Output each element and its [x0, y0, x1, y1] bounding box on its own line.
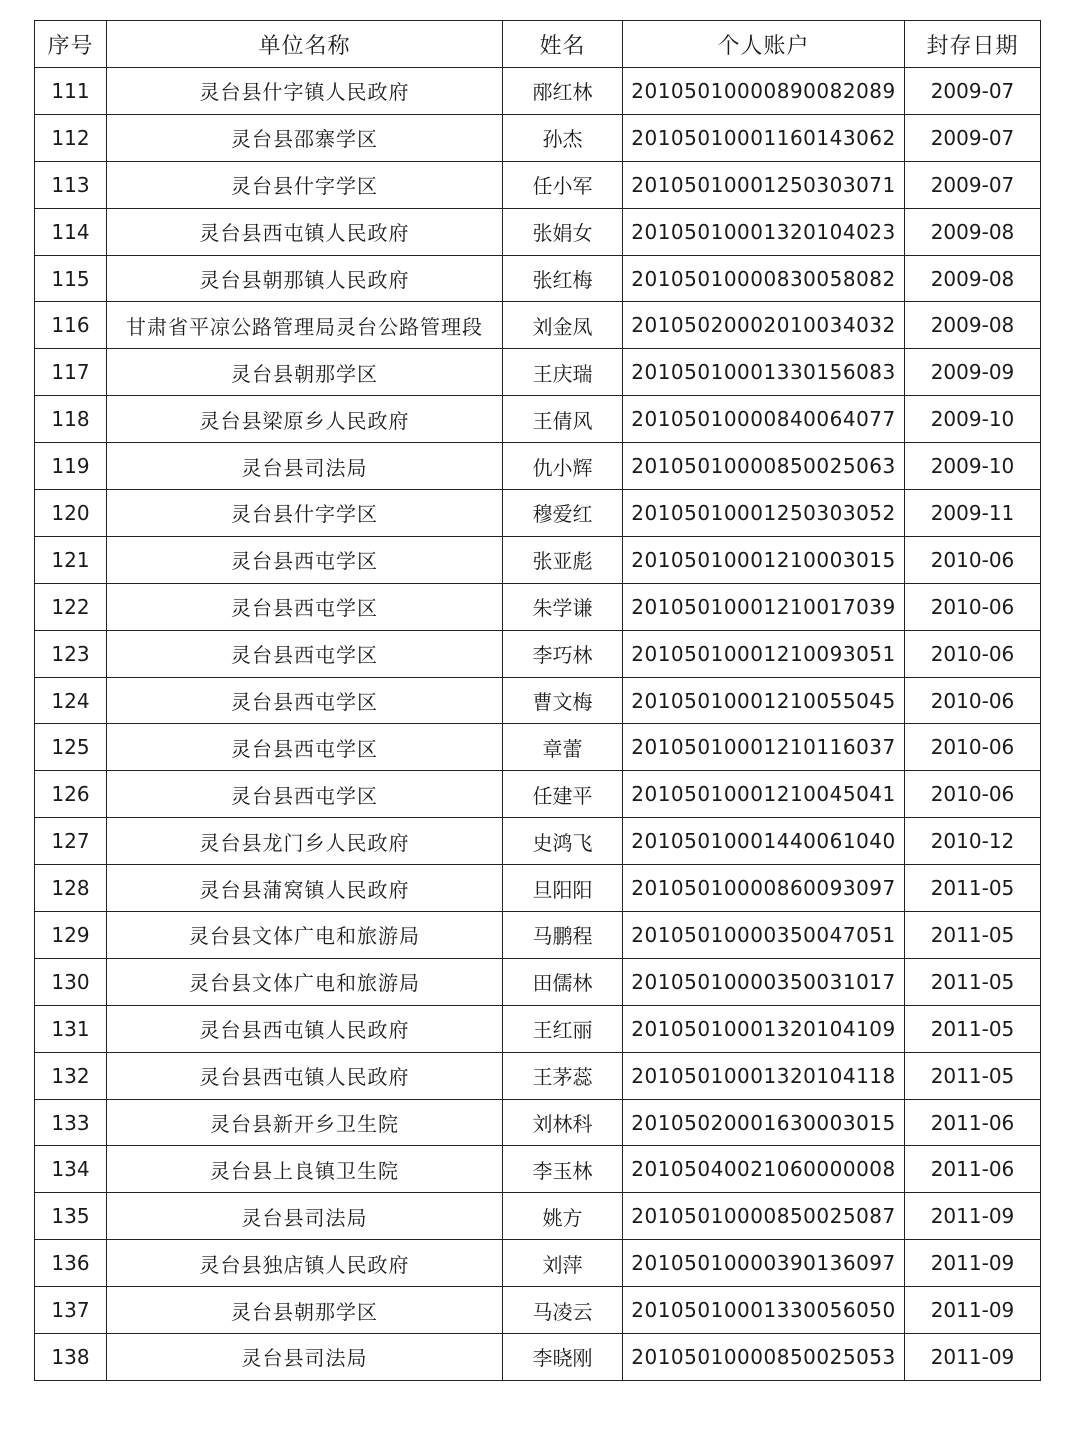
cell-sealed-date: 2011-05: [905, 1005, 1041, 1052]
cell-unit-name: 灵台县新开乡卫生院: [107, 1099, 503, 1146]
cell-serial: 122: [35, 583, 107, 630]
document-sheet: [34, 20, 1040, 1381]
cell-unit-name: 灵台县西屯镇人民政府: [107, 1005, 503, 1052]
table-row: [35, 208, 1041, 255]
cell-serial: 113: [35, 161, 107, 208]
cell-serial: 121: [35, 536, 107, 583]
cell-person-name: 王倩风: [503, 396, 623, 443]
cell-unit-name: 灵台县什字镇人民政府: [107, 68, 503, 115]
cell-serial: 133: [35, 1099, 107, 1146]
cell-account: 20105010000830058082: [623, 255, 905, 302]
table-row: [35, 583, 1041, 630]
cell-unit-name: 灵台县西屯镇人民政府: [107, 208, 503, 255]
cell-unit-name: 灵台县上良镇卫生院: [107, 1146, 503, 1193]
cell-account: 20105010001330056050: [623, 1287, 905, 1334]
cell-sealed-date: 2009-07: [905, 68, 1041, 115]
cell-sealed-date: 2009-10: [905, 443, 1041, 490]
table-row: [35, 912, 1041, 959]
cell-sealed-date: 2010-06: [905, 630, 1041, 677]
cell-sealed-date: 2010-12: [905, 818, 1041, 865]
cell-person-name: 史鸿飞: [503, 818, 623, 865]
cell-unit-name: 灵台县独店镇人民政府: [107, 1240, 503, 1287]
cell-account: 20105010001210017039: [623, 583, 905, 630]
cell-account: 20105010001320104109: [623, 1005, 905, 1052]
cell-unit-name: 灵台县什字学区: [107, 490, 503, 537]
cell-account: 20105010001160143062: [623, 114, 905, 161]
cell-unit-name: 灵台县司法局: [107, 443, 503, 490]
table-row: [35, 302, 1041, 349]
cell-person-name: 王茅蕊: [503, 1052, 623, 1099]
table-row: [35, 443, 1041, 490]
cell-person-name: 仇小辉: [503, 443, 623, 490]
cell-sealed-date: 2010-06: [905, 583, 1041, 630]
table-row: [35, 1099, 1041, 1146]
cell-sealed-date: 2009-10: [905, 396, 1041, 443]
cell-sealed-date: 2010-06: [905, 771, 1041, 818]
cell-serial: 115: [35, 255, 107, 302]
cell-serial: 132: [35, 1052, 107, 1099]
cell-account: 20105010000350031017: [623, 958, 905, 1005]
table-row: [35, 255, 1041, 302]
cell-sealed-date: 2011-09: [905, 1240, 1041, 1287]
cell-unit-name: 灵台县西屯学区: [107, 677, 503, 724]
cell-unit-name: 灵台县西屯学区: [107, 771, 503, 818]
cell-serial: 124: [35, 677, 107, 724]
cell-person-name: 旦阳阳: [503, 865, 623, 912]
table-row: [35, 68, 1041, 115]
table-row: [35, 536, 1041, 583]
cell-person-name: 姚方: [503, 1193, 623, 1240]
cell-serial: 129: [35, 912, 107, 959]
cell-account: 20105010001250303071: [623, 161, 905, 208]
cell-person-name: 任建平: [503, 771, 623, 818]
cell-sealed-date: 2010-06: [905, 724, 1041, 771]
table-row: [35, 771, 1041, 818]
header-account: 个人账户: [623, 21, 905, 68]
cell-unit-name: 灵台县朝那学区: [107, 1287, 503, 1334]
cell-person-name: 刘林科: [503, 1099, 623, 1146]
cell-sealed-date: 2010-06: [905, 677, 1041, 724]
cell-account: 20105010000890082089: [623, 68, 905, 115]
cell-serial: 130: [35, 958, 107, 1005]
cell-person-name: 孙杰: [503, 114, 623, 161]
cell-unit-name: 灵台县什字学区: [107, 161, 503, 208]
table-row: [35, 1334, 1041, 1381]
cell-person-name: 邴红林: [503, 68, 623, 115]
cell-sealed-date: 2011-09: [905, 1287, 1041, 1334]
cell-unit-name: 灵台县朝那镇人民政府: [107, 255, 503, 302]
table-row: [35, 677, 1041, 724]
cell-person-name: 章蕾: [503, 724, 623, 771]
cell-account: 20105010001330156083: [623, 349, 905, 396]
cell-person-name: 马鹏程: [503, 912, 623, 959]
cell-sealed-date: 2009-07: [905, 114, 1041, 161]
cell-account: 20105010000350047051: [623, 912, 905, 959]
table-row: [35, 1287, 1041, 1334]
cell-person-name: 张红梅: [503, 255, 623, 302]
cell-serial: 137: [35, 1287, 107, 1334]
cell-sealed-date: 2011-05: [905, 958, 1041, 1005]
cell-account: 20105010000850025053: [623, 1334, 905, 1381]
cell-unit-name: 灵台县司法局: [107, 1334, 503, 1381]
cell-serial: 123: [35, 630, 107, 677]
cell-serial: 116: [35, 302, 107, 349]
cell-sealed-date: 2011-09: [905, 1334, 1041, 1381]
cell-unit-name: 灵台县邵寨学区: [107, 114, 503, 161]
cell-person-name: 李晓刚: [503, 1334, 623, 1381]
cell-unit-name: 灵台县西屯学区: [107, 724, 503, 771]
cell-serial: 119: [35, 443, 107, 490]
cell-sealed-date: 2009-11: [905, 490, 1041, 537]
cell-serial: 120: [35, 490, 107, 537]
cell-account: 20105010000390136097: [623, 1240, 905, 1287]
cell-account: 20105010000840064077: [623, 396, 905, 443]
cell-person-name: 朱学谦: [503, 583, 623, 630]
table-header-row: [35, 21, 1041, 68]
table-row: [35, 724, 1041, 771]
table-body: [35, 68, 1041, 1381]
table-row: [35, 818, 1041, 865]
cell-unit-name: 灵台县西屯学区: [107, 536, 503, 583]
cell-unit-name: 灵台县蒲窝镇人民政府: [107, 865, 503, 912]
cell-person-name: 李巧林: [503, 630, 623, 677]
cell-sealed-date: 2011-05: [905, 865, 1041, 912]
cell-account: 20105010000850025087: [623, 1193, 905, 1240]
cell-person-name: 刘萍: [503, 1240, 623, 1287]
cell-account: 20105010001210003015: [623, 536, 905, 583]
cell-serial: 131: [35, 1005, 107, 1052]
cell-sealed-date: 2011-09: [905, 1193, 1041, 1240]
cell-account: 20105010000860093097: [623, 865, 905, 912]
cell-account: 20105010001210093051: [623, 630, 905, 677]
cell-serial: 117: [35, 349, 107, 396]
cell-sealed-date: 2009-09: [905, 349, 1041, 396]
cell-serial: 135: [35, 1193, 107, 1240]
table-row: [35, 958, 1041, 1005]
cell-person-name: 刘金凤: [503, 302, 623, 349]
table-row: [35, 1005, 1041, 1052]
cell-person-name: 张娟女: [503, 208, 623, 255]
cell-serial: 128: [35, 865, 107, 912]
header-unit-name: 单位名称: [107, 21, 503, 68]
table-row: [35, 1193, 1041, 1240]
cell-unit-name: 灵台县司法局: [107, 1193, 503, 1240]
header-person-name: 姓名: [503, 21, 623, 68]
cell-serial: 126: [35, 771, 107, 818]
cell-person-name: 田儒林: [503, 958, 623, 1005]
table-row: [35, 349, 1041, 396]
cell-person-name: 马凌云: [503, 1287, 623, 1334]
table-row: [35, 396, 1041, 443]
table-row: [35, 114, 1041, 161]
cell-serial: 138: [35, 1334, 107, 1381]
cell-unit-name: 灵台县龙门乡人民政府: [107, 818, 503, 865]
cell-account: 20105020001630003015: [623, 1099, 905, 1146]
cell-account: 20105010001320104118: [623, 1052, 905, 1099]
cell-serial: 136: [35, 1240, 107, 1287]
cell-account: 20105010001210116037: [623, 724, 905, 771]
cell-sealed-date: 2009-08: [905, 208, 1041, 255]
cell-account: 20105010001250303052: [623, 490, 905, 537]
cell-person-name: 王庆瑞: [503, 349, 623, 396]
cell-sealed-date: 2011-06: [905, 1146, 1041, 1193]
cell-serial: 118: [35, 396, 107, 443]
cell-sealed-date: 2009-08: [905, 255, 1041, 302]
table-row: [35, 1052, 1041, 1099]
cell-serial: 112: [35, 114, 107, 161]
cell-sealed-date: 2009-08: [905, 302, 1041, 349]
table-row: [35, 1240, 1041, 1287]
cell-unit-name: 灵台县西屯学区: [107, 583, 503, 630]
table-row: [35, 865, 1041, 912]
cell-account: 20105010001210055045: [623, 677, 905, 724]
cell-sealed-date: 2011-05: [905, 1052, 1041, 1099]
cell-account: 20105010001440061040: [623, 818, 905, 865]
cell-unit-name: 灵台县西屯学区: [107, 630, 503, 677]
cell-person-name: 曹文梅: [503, 677, 623, 724]
cell-person-name: 穆爱红: [503, 490, 623, 537]
cell-unit-name: 灵台县文体广电和旅游局: [107, 958, 503, 1005]
cell-sealed-date: 2011-06: [905, 1099, 1041, 1146]
cell-sealed-date: 2011-05: [905, 912, 1041, 959]
cell-unit-name: 灵台县西屯镇人民政府: [107, 1052, 503, 1099]
cell-serial: 111: [35, 68, 107, 115]
cell-person-name: 王红丽: [503, 1005, 623, 1052]
cell-unit-name: 灵台县朝那学区: [107, 349, 503, 396]
cell-unit-name: 灵台县梁原乡人民政府: [107, 396, 503, 443]
table-row: [35, 161, 1041, 208]
cell-sealed-date: 2010-06: [905, 536, 1041, 583]
cell-account: 20105010001210045041: [623, 771, 905, 818]
cell-sealed-date: 2009-07: [905, 161, 1041, 208]
cell-serial: 127: [35, 818, 107, 865]
cell-account: 20105010001320104023: [623, 208, 905, 255]
cell-account: 20105010000850025063: [623, 443, 905, 490]
cell-person-name: 任小军: [503, 161, 623, 208]
cell-account: 20105040021060000008: [623, 1146, 905, 1193]
cell-unit-name: 灵台县文体广电和旅游局: [107, 912, 503, 959]
table-row: [35, 1146, 1041, 1193]
header-sealed-date: 封存日期: [905, 21, 1041, 68]
table-row: [35, 630, 1041, 677]
header-serial: 序号: [35, 21, 107, 68]
sealed-accounts-table: [34, 20, 1041, 1381]
cell-person-name: 张亚彪: [503, 536, 623, 583]
cell-serial: 125: [35, 724, 107, 771]
cell-account: 20105020002010034032: [623, 302, 905, 349]
cell-unit-name: 甘肃省平凉公路管理局灵台公路管理段: [107, 302, 503, 349]
table-row: [35, 490, 1041, 537]
cell-serial: 134: [35, 1146, 107, 1193]
cell-person-name: 李玉林: [503, 1146, 623, 1193]
cell-serial: 114: [35, 208, 107, 255]
